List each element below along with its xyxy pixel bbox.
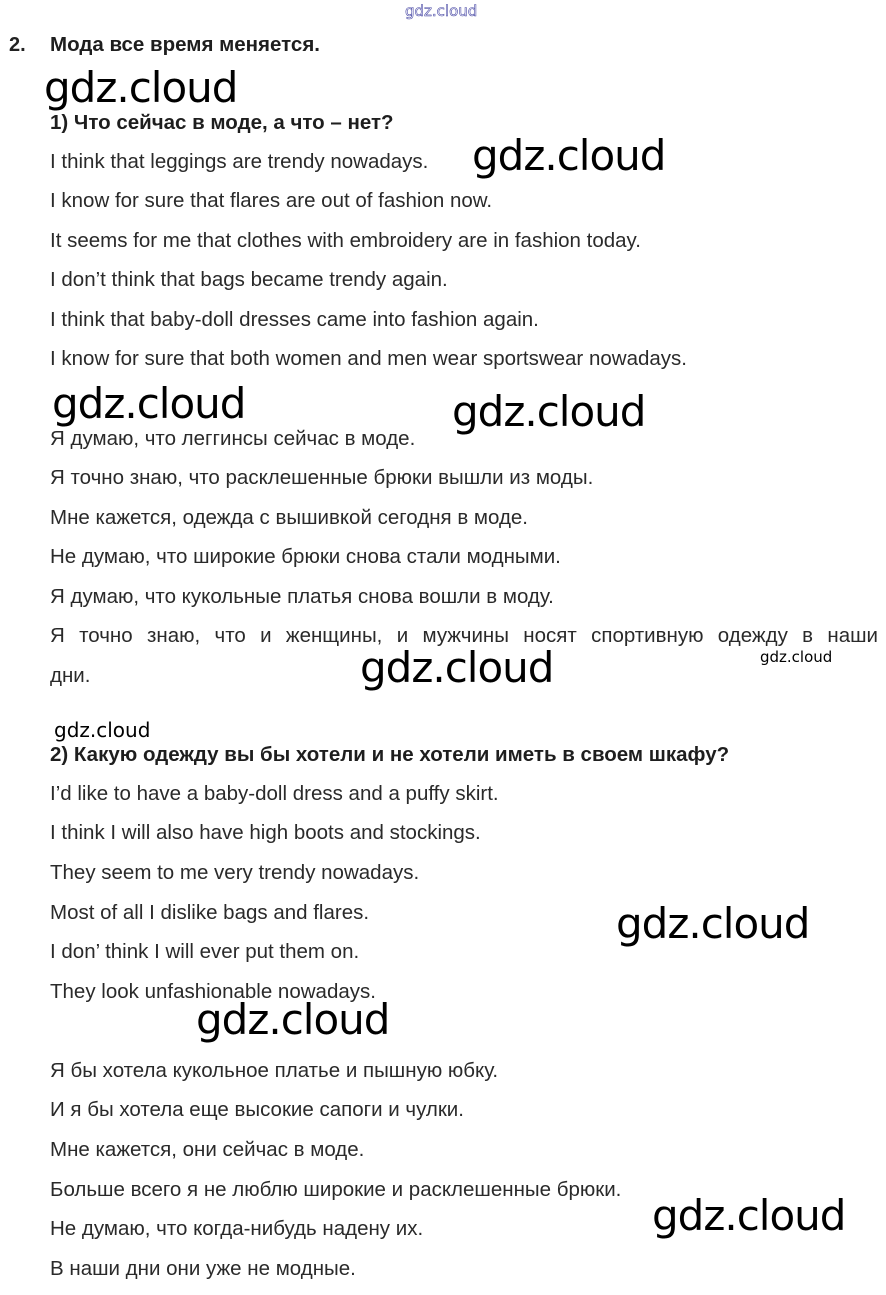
watermark: gdz.cloud bbox=[196, 995, 390, 1044]
section1-english-line: I think that baby-doll dresses came into fashion again. bbox=[50, 308, 539, 331]
section1-russian-line: Не думаю, что широкие брюки снова стали модными. bbox=[50, 545, 561, 568]
section1-russian-line: Мне кажется, одежда с вышивкой сегодня в моде. bbox=[50, 506, 529, 529]
section1-russian-line: Я думаю, что кукольные платья снова вошли в моду. bbox=[50, 585, 554, 608]
section2-russian-line: Я бы хотела кукольное платье и пышную юбку. bbox=[50, 1059, 499, 1082]
watermark: gdz.cloud bbox=[472, 131, 666, 180]
section1-english-line: I know for sure that both women and men wear sportswear nowadays. bbox=[50, 347, 687, 370]
watermark: gdz.cloud bbox=[652, 1191, 846, 1240]
task-title: Мода все время меняется. bbox=[50, 33, 320, 56]
section2-russian-line: И я бы хотела еще высокие сапоги и чулки. bbox=[50, 1098, 464, 1121]
watermark: gdz.cloud bbox=[760, 648, 833, 666]
section2-english-line: They look unfashionable nowadays. bbox=[50, 980, 376, 1003]
section2-english-line: They seem to me very trendy nowadays. bbox=[50, 861, 420, 884]
section1-english-line: I don’t think that bags became trendy again. bbox=[50, 268, 448, 291]
section2-english-line: I don’ think I will ever put them on. bbox=[50, 940, 360, 963]
task-number: 2. bbox=[9, 34, 26, 56]
section2-russian-line: В наши дни они уже не модные. bbox=[50, 1257, 356, 1280]
section1-english-line: I think that leggings are trendy nowadays. bbox=[50, 150, 429, 173]
section2-russian-line: Не думаю, что когда-нибудь надену их. bbox=[50, 1217, 424, 1240]
watermark: gdz.cloud bbox=[616, 899, 810, 948]
section1-heading: 1) Что сейчас в моде, а что – нет? bbox=[50, 111, 394, 134]
section1-english-line: It seems for me that clothes with embroidery are in fashion today. bbox=[50, 229, 641, 252]
section2-english-line: I think I will also have high boots and stockings. bbox=[50, 821, 481, 844]
section1-russian-line: Я точно знаю, что и женщины, и мужчины носят спортивную одежду в наши bbox=[50, 624, 878, 647]
section1-russian-line: Я думаю, что леггинсы сейчас в моде. bbox=[50, 427, 416, 450]
section1-english-line: I know for sure that flares are out of fashion now. bbox=[50, 189, 493, 212]
section1-russian-line: дни. bbox=[50, 664, 91, 687]
section2-english-line: Most of all I dislike bags and flares. bbox=[50, 901, 370, 924]
watermark: gdz.cloud bbox=[44, 63, 238, 112]
section2-heading: 2) Какую одежду вы бы хотели и не хотели иметь в своем шкафу? bbox=[50, 743, 730, 766]
watermark: gdz.cloud bbox=[452, 387, 646, 436]
watermark: gdz.cloud bbox=[54, 718, 151, 742]
watermark-top: gdz.cloud bbox=[405, 2, 478, 20]
watermark: gdz.cloud bbox=[360, 643, 554, 692]
section2-russian-line: Мне кажется, они сейчас в моде. bbox=[50, 1138, 365, 1161]
section1-russian-line: Я точно знаю, что расклешенные брюки вышли из моды. bbox=[50, 466, 594, 489]
watermark: gdz.cloud bbox=[52, 379, 246, 428]
section2-russian-line: Больше всего я не люблю широкие и расклешенные брюки. bbox=[50, 1178, 622, 1201]
section2-english-line: I’d like to have a baby-doll dress and a puffy skirt. bbox=[50, 782, 499, 805]
